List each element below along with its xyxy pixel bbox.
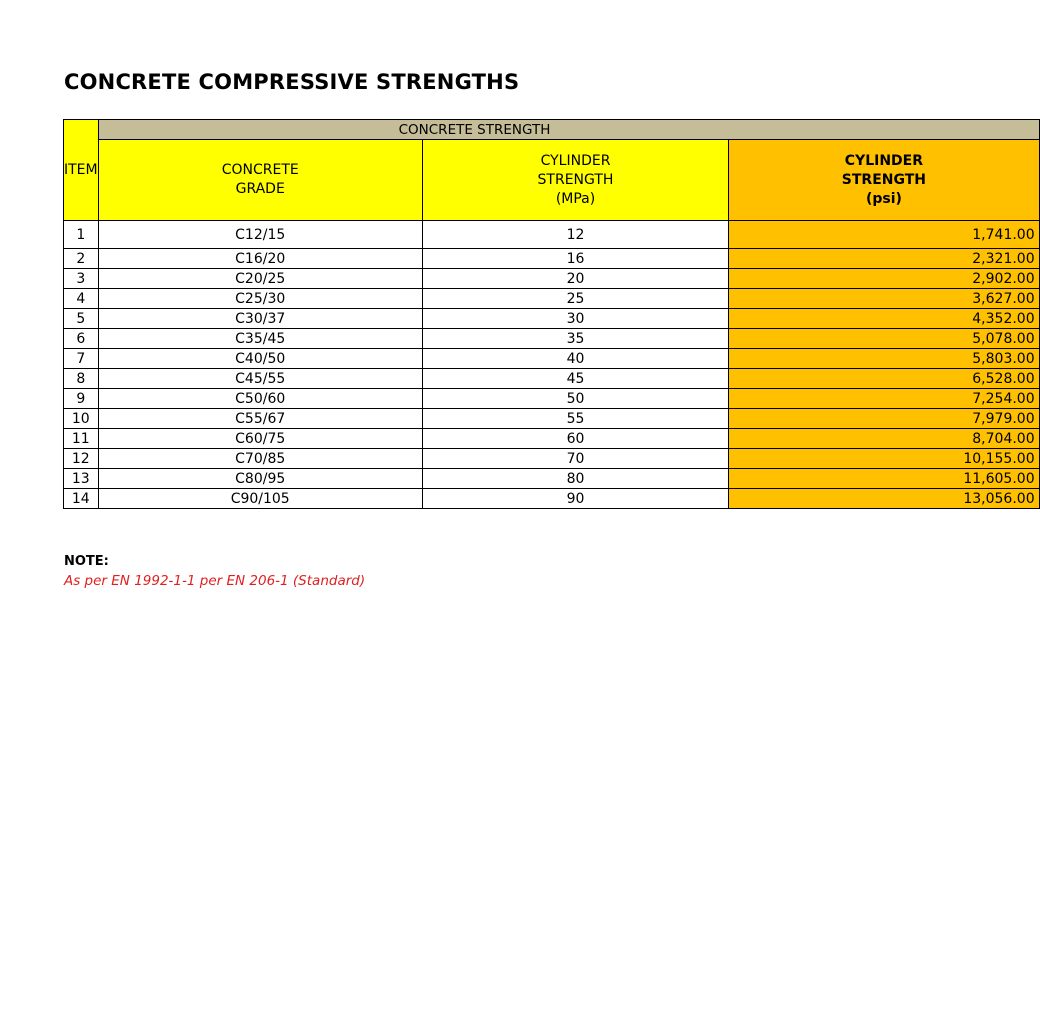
header-group-label: CONCRETE STRENGTH <box>398 121 551 138</box>
table-row <box>64 409 1040 429</box>
header-group-concrete-strength <box>98 120 1039 140</box>
header-concrete-grade <box>98 140 422 221</box>
cell-mpa: 80 <box>422 469 728 489</box>
cell-item: 14 <box>64 489 99 509</box>
header-grade-line2: GRADE <box>235 181 285 198</box>
table-row <box>64 329 1040 349</box>
cell-psi: 5,078.00 <box>729 329 1039 349</box>
header-grade-line1: CONCRETE <box>221 162 299 179</box>
cell-item: 8 <box>64 369 99 389</box>
cell-psi: 11,605.00 <box>729 469 1039 489</box>
cell-item: 3 <box>64 269 99 289</box>
cell-psi: 7,979.00 <box>729 409 1039 429</box>
cell-item: 11 <box>64 429 99 449</box>
cell-psi: 6,528.00 <box>729 369 1039 389</box>
cell-grade: C25/30 <box>98 289 422 309</box>
cell-mpa: 35 <box>422 329 728 349</box>
header-item-label: ITEM <box>64 161 98 178</box>
cell-grade: C30/37 <box>98 309 422 329</box>
header-cylinder-psi <box>729 140 1039 221</box>
header-mpa-line3: (MPa) <box>555 190 596 207</box>
cell-mpa: 20 <box>422 269 728 289</box>
header-psi-line3: (psi) <box>865 190 902 207</box>
cell-grade: C40/50 <box>98 349 422 369</box>
header-item <box>64 120 99 221</box>
cell-grade: C60/75 <box>98 429 422 449</box>
table-row <box>64 221 1040 249</box>
cell-grade: C50/60 <box>98 389 422 409</box>
cell-grade: C16/20 <box>98 249 422 269</box>
table-row <box>64 489 1040 509</box>
cell-mpa: 25 <box>422 289 728 309</box>
table-row <box>64 449 1040 469</box>
cell-item: 9 <box>64 389 99 409</box>
table-row <box>64 349 1040 369</box>
cell-item: 12 <box>64 449 99 469</box>
cell-psi: 7,254.00 <box>729 389 1039 409</box>
cell-mpa: 50 <box>422 389 728 409</box>
cell-psi: 2,321.00 <box>729 249 1039 269</box>
cell-psi: 1,741.00 <box>729 221 1039 249</box>
cell-psi: 8,704.00 <box>729 429 1039 449</box>
table-row <box>64 309 1040 329</box>
cell-grade: C70/85 <box>98 449 422 469</box>
cell-grade: C12/15 <box>98 221 422 249</box>
cell-mpa: 70 <box>422 449 728 469</box>
cell-item: 1 <box>64 221 99 249</box>
cell-mpa: 16 <box>422 249 728 269</box>
strength-table <box>63 119 1040 509</box>
page-title: CONCRETE COMPRESSIVE STRENGTHS <box>64 70 520 94</box>
cell-item: 6 <box>64 329 99 349</box>
cell-grade: C45/55 <box>98 369 422 389</box>
cell-mpa: 30 <box>422 309 728 329</box>
header-psi-line1: CYLINDER <box>844 152 924 169</box>
cell-psi: 10,155.00 <box>729 449 1039 469</box>
cell-mpa: 90 <box>422 489 728 509</box>
cell-mpa: 45 <box>422 369 728 389</box>
table-row <box>64 469 1040 489</box>
cell-item: 13 <box>64 469 99 489</box>
note-text: As per EN 1992-1-1 per EN 206-1 (Standard) <box>64 573 366 589</box>
cell-mpa: 55 <box>422 409 728 429</box>
table-row <box>64 369 1040 389</box>
cell-item: 2 <box>64 249 99 269</box>
header-mpa-line1: CYLINDER <box>540 152 611 169</box>
cell-grade: C90/105 <box>98 489 422 509</box>
header-mpa-line2: STRENGTH <box>537 171 614 188</box>
cell-psi: 13,056.00 <box>729 489 1039 509</box>
cell-grade: C55/67 <box>98 409 422 429</box>
cell-psi: 2,902.00 <box>729 269 1039 289</box>
header-psi-line2: STRENGTH <box>841 171 927 188</box>
cell-grade: C20/25 <box>98 269 422 289</box>
cell-grade: C35/45 <box>98 329 422 349</box>
cell-grade: C80/95 <box>98 469 422 489</box>
table-row <box>64 389 1040 409</box>
table-row <box>64 249 1040 269</box>
cell-item: 7 <box>64 349 99 369</box>
cell-mpa: 12 <box>422 221 728 249</box>
cell-item: 10 <box>64 409 99 429</box>
table-row <box>64 289 1040 309</box>
table-row <box>64 269 1040 289</box>
cell-mpa: 40 <box>422 349 728 369</box>
note-label: NOTE: <box>64 554 109 569</box>
cell-psi: 5,803.00 <box>729 349 1039 369</box>
strength-table-container <box>63 119 1035 515</box>
cell-mpa: 60 <box>422 429 728 449</box>
cell-item: 4 <box>64 289 99 309</box>
cell-psi: 4,352.00 <box>729 309 1039 329</box>
table-row <box>64 429 1040 449</box>
header-cylinder-mpa <box>422 140 728 221</box>
cell-item: 5 <box>64 309 99 329</box>
cell-psi: 3,627.00 <box>729 289 1039 309</box>
